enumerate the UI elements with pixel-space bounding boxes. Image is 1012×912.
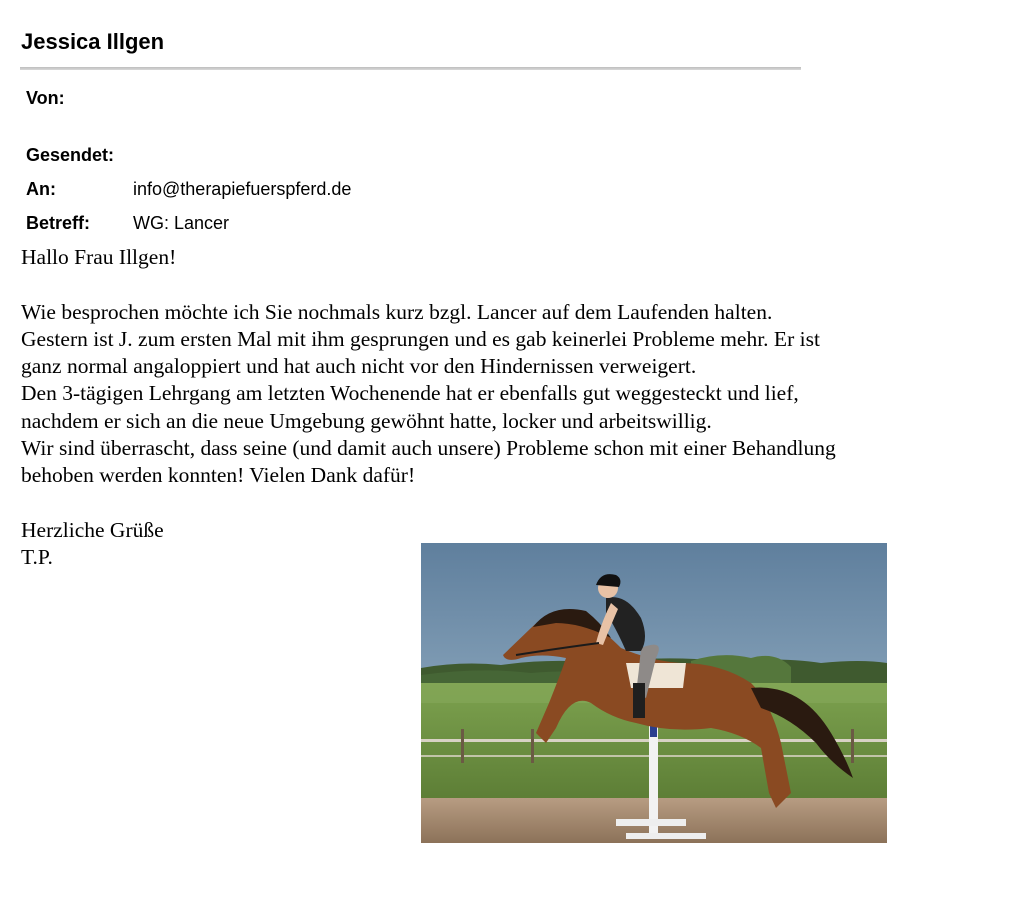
von-row — [26, 88, 133, 109]
sender-name: Jessica Illgen — [21, 29, 165, 54]
body-line: behoben werden konnten! Vielen Dank dafür! — [21, 463, 416, 488]
gesendet-label: Gesendet: — [26, 145, 115, 165]
gesendet-row — [26, 145, 133, 166]
body-line: nachdem er sich an die neue Umgebung gewöhnt hatte, locker und arbeitswillig. — [21, 408, 712, 433]
betreff-value: WG: Lancer — [133, 213, 230, 233]
betreff-label: Betreff: — [26, 213, 91, 233]
message-body — [21, 244, 991, 572]
greeting: Hallo Frau Illgen! — [21, 245, 177, 269]
body-line: Den 3-tägigen Lehrgang am letzten Wochenende hat er ebenfalls gut weggesteckt und lief, — [21, 381, 799, 406]
body-line: ganz normal angaloppiert und hat auch nicht vor den Hindernissen verweigert. — [21, 354, 697, 379]
signature: T.P. — [21, 545, 53, 570]
body-line: Gestern ist J. zum ersten Mal mit ihm gesprungen und es gab keinerlei Probleme mehr. Er ist — [21, 326, 820, 351]
betreff-row — [26, 213, 229, 234]
body-line: Wie besprochen möchte ich Sie nochmals kurz bzgl. Lancer auf dem Laufenden halten. — [21, 299, 773, 324]
an-label: An: — [26, 179, 56, 199]
closing: Herzliche Grüße — [21, 517, 164, 542]
horse-jumping-photo — [421, 543, 887, 843]
header-divider — [20, 67, 801, 70]
an-value: info@therapiefuerspferd.de — [133, 179, 352, 199]
von-label: Von: — [26, 88, 65, 108]
an-row — [26, 179, 351, 200]
body-line: Wir sind überrascht, dass seine (und damit auch unsere) Probleme schon mit einer Behandlung — [21, 436, 836, 461]
